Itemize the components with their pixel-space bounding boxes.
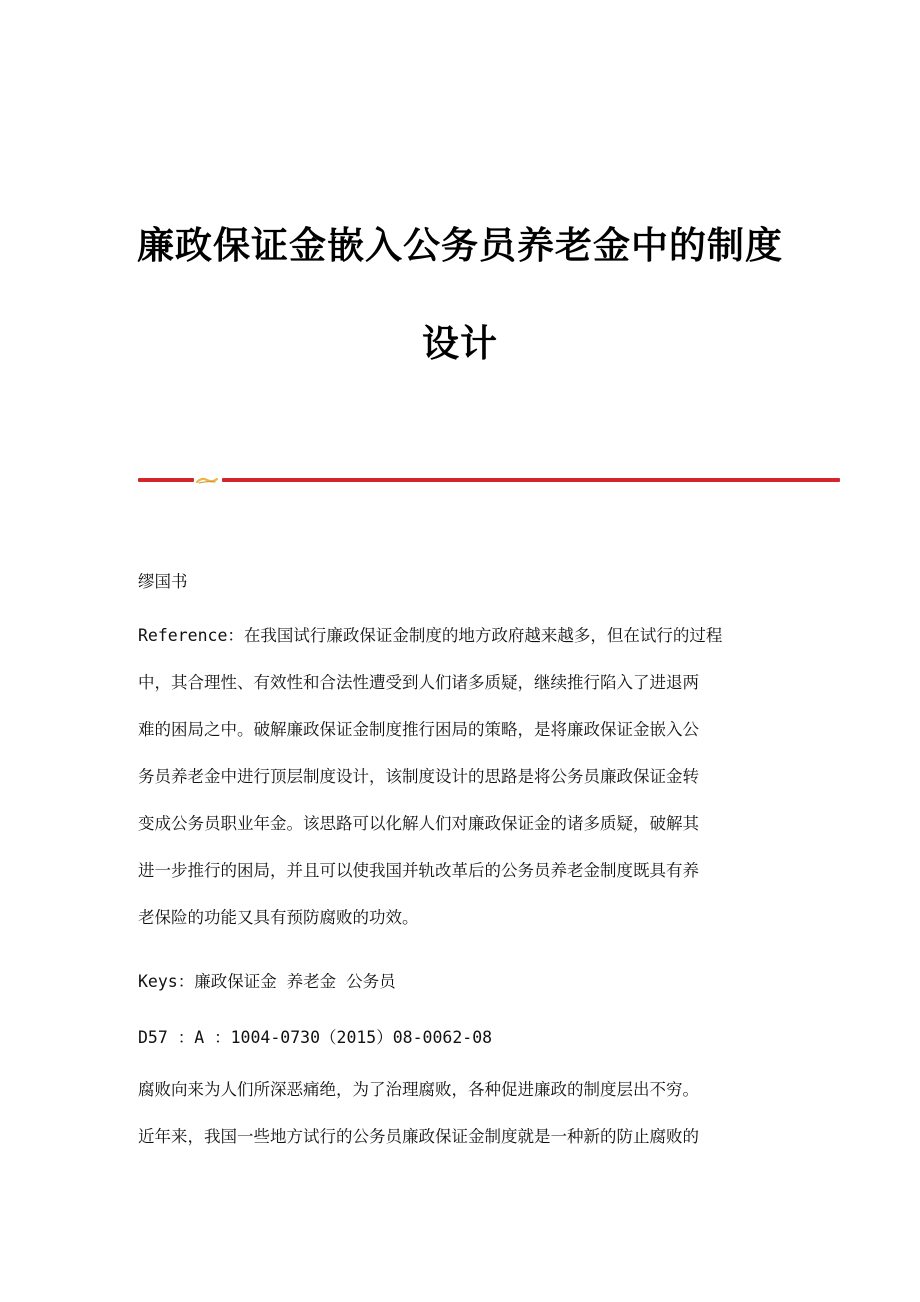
document-title-line-2: 设计: [422, 321, 498, 365]
body-line: 近年来，我国一些地方试行的公务员廉政保证金制度就是一种新的防止腐败的: [138, 1127, 699, 1146]
abstract-line: 务员养老金中进行顶层制度设计，该制度设计的思路是将公务员廉政保证金转: [138, 767, 699, 786]
body-line: 腐败向来为人们所深恶痛绝，为了治理腐败，各种促进廉政的制度层出不穷。: [138, 1080, 699, 1099]
divider-bar-left: [138, 478, 194, 482]
document-title-line-1: 廉政保证金嵌入公务员养老金中的制度: [137, 223, 783, 267]
abstract-line: 中，其合理性、有效性和合法性遭受到人们诸多质疑，继续推行陷入了进退两: [138, 673, 699, 692]
author-name: 缪国书: [138, 572, 188, 591]
classification-codes: D57 ：A ：1004-0730（2015）08-0062-08: [138, 1028, 493, 1047]
body-paragraph: [138, 1066, 788, 1160]
abstract-line: 变成公务员职业年金。该思路可以化解人们对廉政保证金的诸多质疑，破解其: [138, 814, 699, 833]
abstract-paragraph: [138, 612, 788, 941]
abstract-line: 进一步推行的困局，并且可以使我国并轨改革后的公务员养老金制度既具有养: [138, 861, 699, 880]
divider-bar-right: [222, 478, 840, 482]
abstract-line: Reference：在我国试行廉政保证金制度的地方政府越来越多，但在试行的过程: [138, 626, 723, 645]
divider-ornament-icon: [196, 476, 218, 485]
abstract-line: 难的困局之中。破解廉政保证金制度推行困局的策略，是将廉政保证金嵌入公: [138, 720, 699, 739]
abstract-line: 老保险的功能又具有预防腐败的功效。: [138, 908, 419, 927]
title-divider: [138, 476, 840, 486]
keywords: Keys：廉政保证金 养老金 公务员: [138, 972, 396, 991]
